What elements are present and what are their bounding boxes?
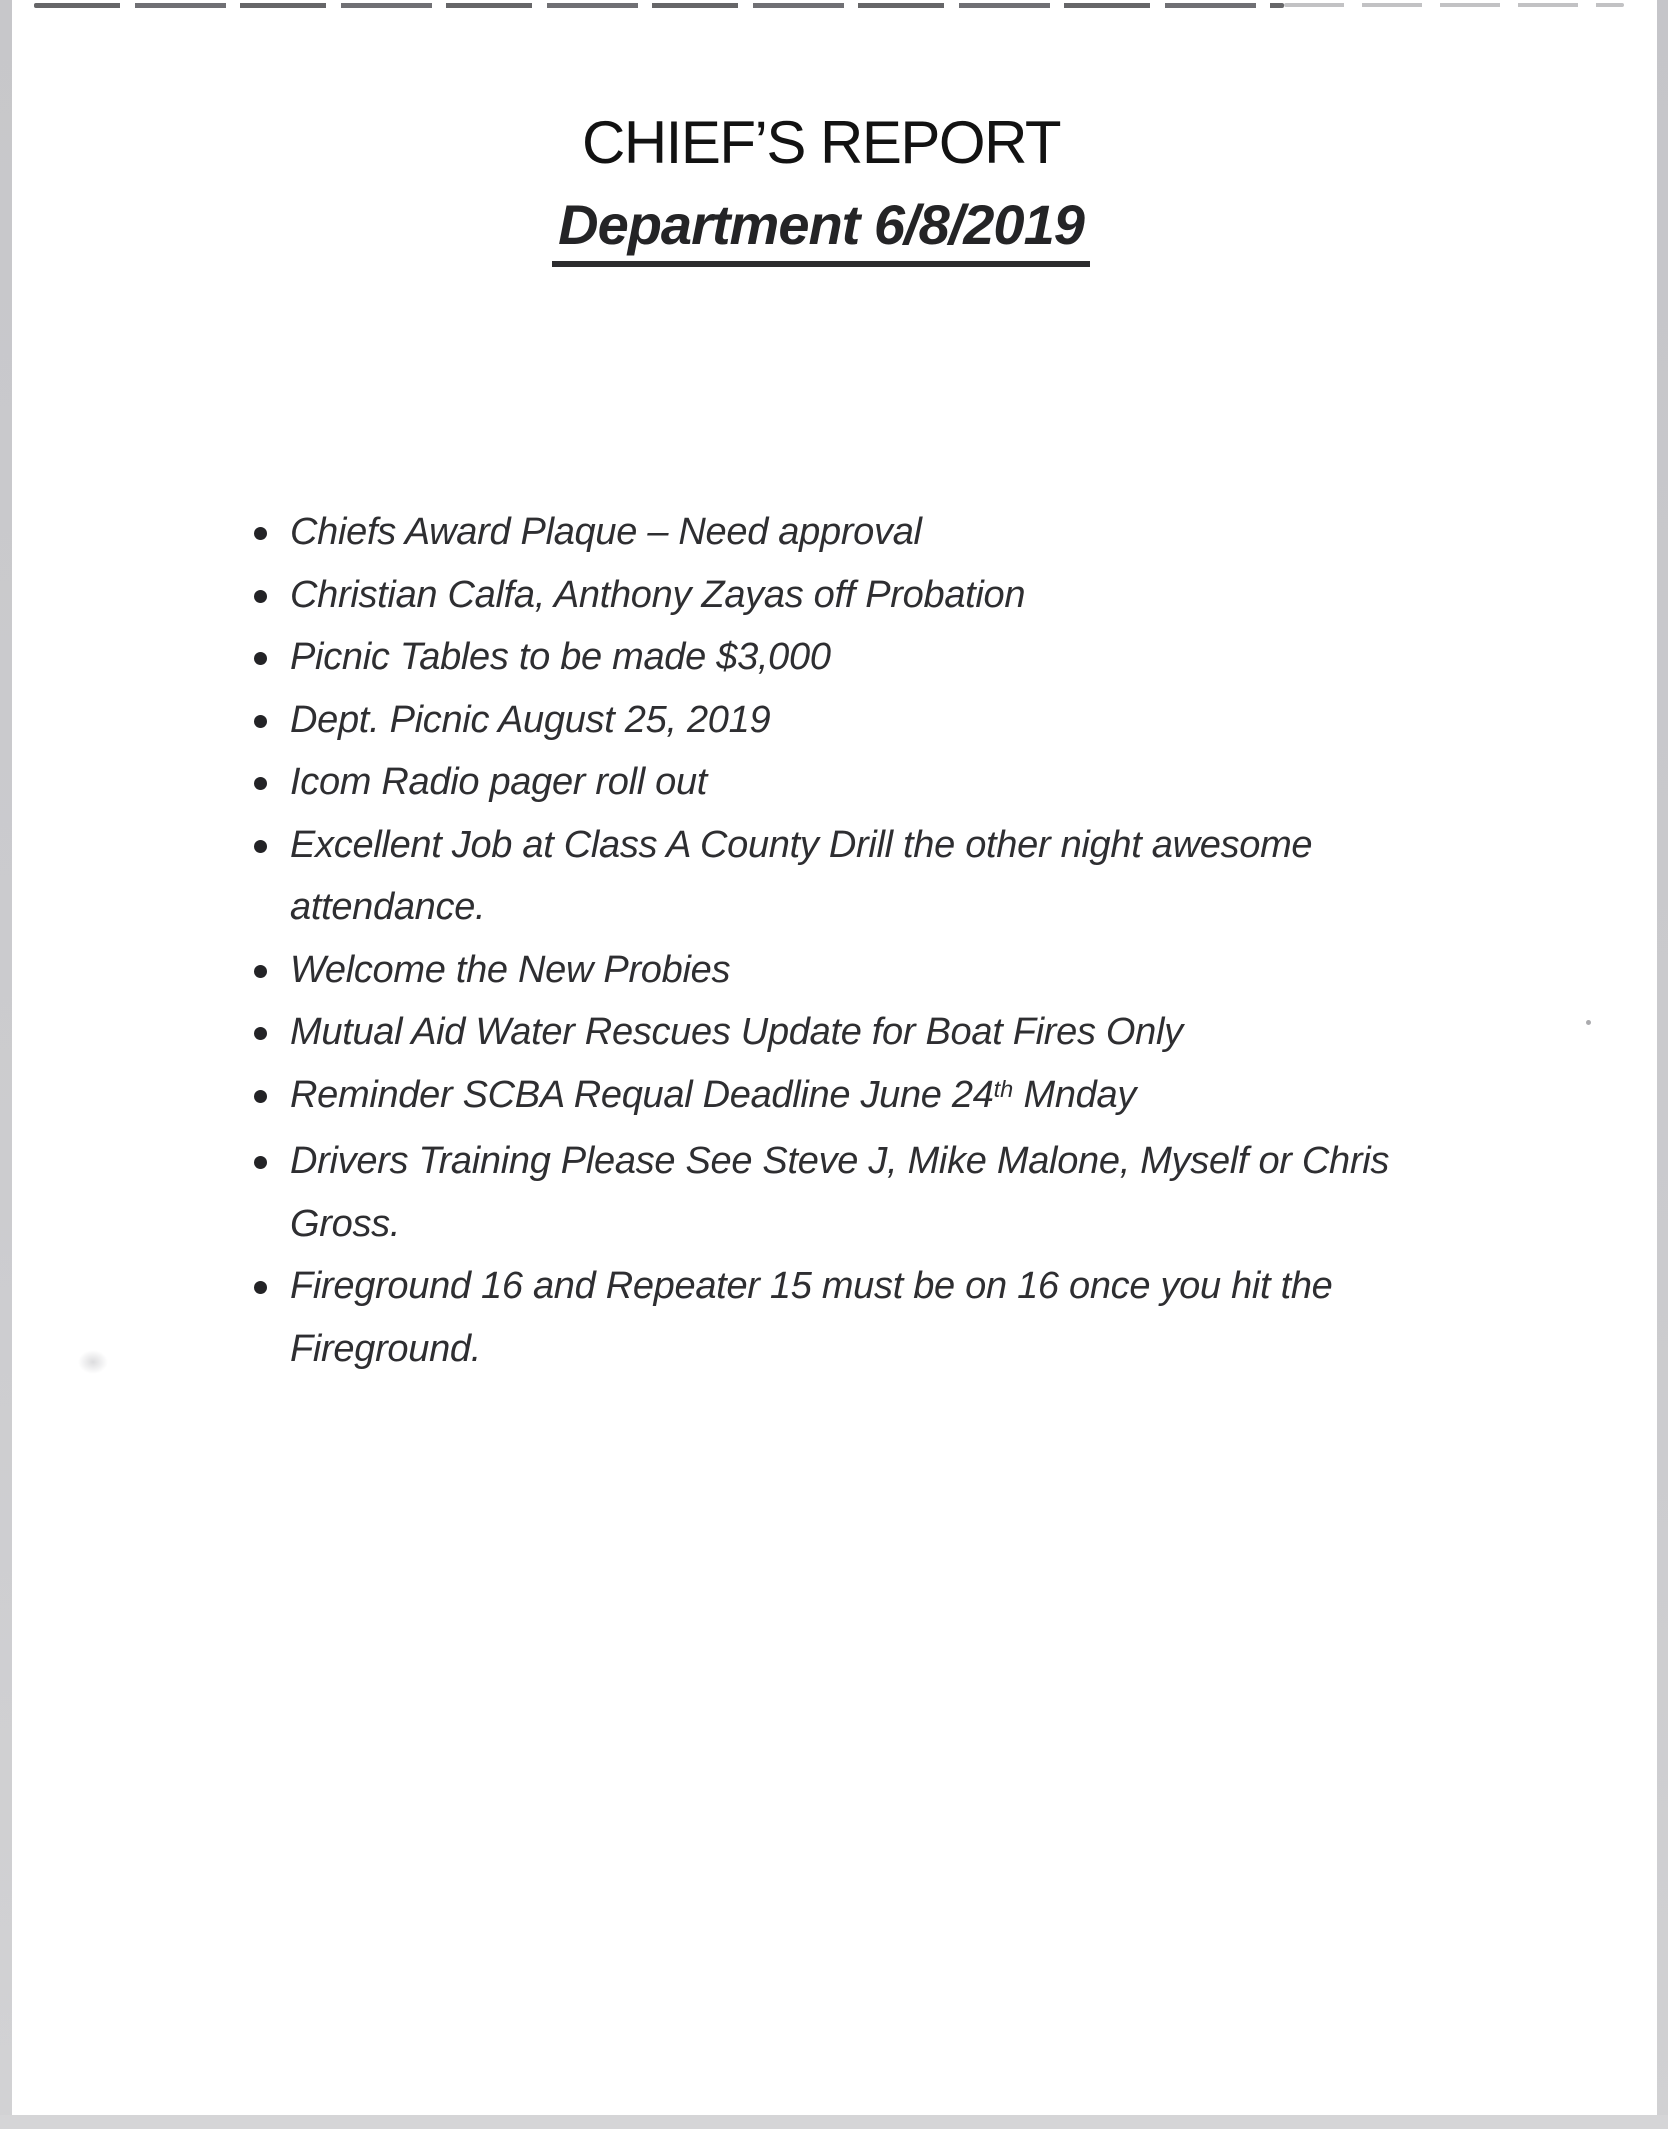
list-item-text	[290, 1064, 1522, 1131]
page-subtitle-row	[0, 192, 1668, 267]
bullet-icon	[254, 590, 267, 603]
list-item	[252, 1064, 1522, 1131]
list-item-text-pre: Reminder SCBA Requal Deadline June 24	[290, 1073, 994, 1116]
list-item	[252, 814, 1522, 939]
scan-edge-left	[0, 0, 12, 2129]
bullet-icon	[254, 965, 267, 978]
list-item-text-continued: Gross.	[290, 1202, 401, 1245]
list-item-text: Dept. Picnic August 25, 2019	[290, 698, 771, 741]
bullet-icon	[254, 1027, 267, 1040]
scan-artifact-top-line-faint	[1284, 3, 1624, 7]
bullet-icon	[254, 527, 267, 540]
scan-edge-right	[1657, 0, 1668, 2129]
list-item-text: Fireground 16 and Repeater 15 must be on 16 once you hit the	[290, 1265, 1333, 1307]
list-item-text: Mutual Aid Water Rescues Update for Boat Fires Only	[290, 1011, 1183, 1053]
list-item-text: Picnic Tables to be made $3,000	[290, 636, 831, 678]
list-item	[252, 1001, 1522, 1064]
list-item-text-continued: Fireground.	[290, 1327, 482, 1370]
ordinal-superscript: th	[993, 1076, 1014, 1103]
list-item-text: Icom Radio pager roll out	[290, 761, 708, 803]
list-item	[252, 564, 1522, 627]
page-subtitle: Department 6/8/2019	[552, 192, 1090, 267]
list-item-text: Christian Calfa, Anthony Zayas off Probation	[290, 573, 1026, 616]
list-item	[252, 626, 1522, 689]
list-item-text-post: Mnday	[1013, 1073, 1137, 1116]
list-item-text: Welcome the New Probies	[290, 948, 731, 991]
bullet-icon	[254, 840, 267, 853]
list-item	[252, 1255, 1522, 1380]
list-item-text-continued: attendance.	[290, 886, 486, 928]
list-item-text: Chiefs Award Plaque – Need approval	[290, 511, 922, 553]
bullet-icon	[254, 1156, 267, 1169]
list-item-text: Drivers Training Please See Steve J, Mike Malone, Myself or Chris	[290, 1140, 1390, 1182]
list-item	[252, 939, 1522, 1002]
bullet-list	[252, 501, 1522, 1380]
list-item	[252, 689, 1522, 752]
list-item-text: Excellent Job at Class A County Drill the other night awesome	[290, 823, 1313, 866]
list-item	[252, 1130, 1522, 1255]
scan-artifact-top-line	[34, 3, 1284, 8]
list-item	[252, 501, 1522, 564]
scan-edge-bottom	[0, 2115, 1668, 2129]
bullet-icon	[254, 777, 267, 790]
bullet-icon	[254, 715, 267, 728]
bullet-icon	[254, 1281, 267, 1294]
scan-smudge	[78, 1350, 108, 1374]
page-title: CHIEF’S REPORT	[582, 109, 1060, 176]
bullet-icon	[254, 652, 267, 665]
list-item	[252, 751, 1522, 814]
scan-speck	[1586, 1020, 1591, 1025]
bullet-icon	[254, 1090, 267, 1103]
